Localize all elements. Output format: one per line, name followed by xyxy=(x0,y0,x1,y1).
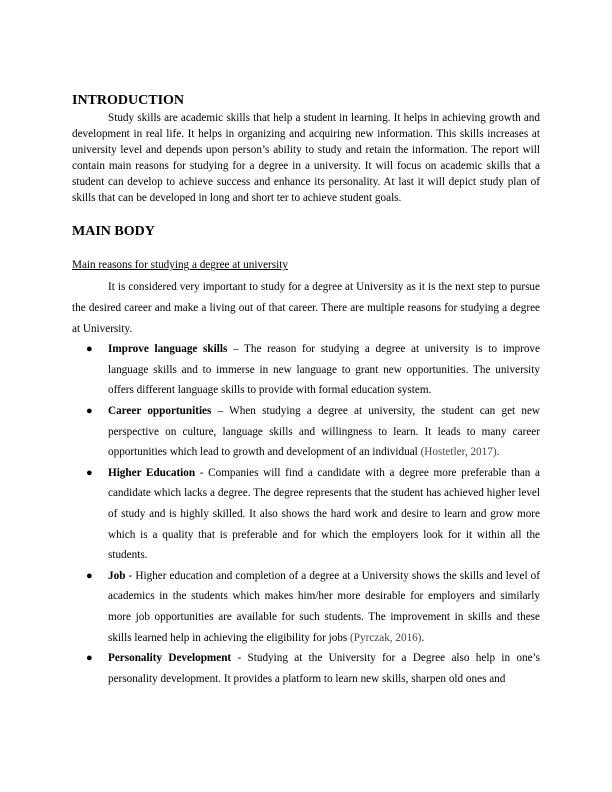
bullet-icon: ● xyxy=(86,652,93,665)
list-item xyxy=(72,463,540,566)
citation: (Hostetler, 2017) xyxy=(420,446,497,459)
reason-text: - Higher education and completion of a degree at a University shows the skills and level of academics in the students which makes him/her more desirable for employers and similarly more job opportunities are available for such students. The improvement in skills and these skills learned help in achieving the eligibility for jobs xyxy=(108,569,540,644)
reason-text: - Companies will find a candidate with a degree more preferable than a candidate which lacks a degree. The degree represents that the student has achieved higher level of study and is highly skilled. It also shows the hard work and desire to learn and grow more which is a quality that is preferable and for which the employers look for it within all the students. xyxy=(108,466,540,562)
main-body-heading: MAIN BODY xyxy=(72,224,155,240)
reasons-subheading: Main reasons for studying a degree at university xyxy=(72,259,288,272)
reason-text: - Studying at the University for a Degree also help in one’s personality development. It provides a platform to learn new skills, sharpen old ones and xyxy=(108,652,541,685)
reason-term: Career opportunities xyxy=(108,405,212,417)
reason-text: – When studying a degree at university, the student can get new perspective on culture, language skills and willingness to learn. It leads to many career opportunities which lead to growth and development of an individual xyxy=(108,405,540,459)
citation: (Pyrczak, 2016) xyxy=(350,631,422,644)
list-item xyxy=(72,401,540,463)
list-item xyxy=(72,648,540,689)
reason-term: Personality Development xyxy=(108,652,232,665)
page-content xyxy=(72,92,540,689)
bullet-icon: ● xyxy=(86,466,93,479)
reason-text: – The reason for studying a degree at university is to improve language skills and to immerse in new language to grant new opportunities. The university offers different language skills to provide with formal education system. xyxy=(108,343,540,397)
reason-term: Higher Education xyxy=(108,466,196,479)
list-item xyxy=(72,339,540,401)
reason-text-end: . xyxy=(421,631,425,644)
list-item xyxy=(72,566,540,648)
introduction-heading: INTRODUCTION xyxy=(72,93,185,108)
reason-text-end: . xyxy=(496,446,500,459)
reason-term: Improve language skills xyxy=(108,343,228,356)
bullet-icon: ● xyxy=(86,569,93,582)
introduction-paragraph: Study skills are academic skills that help a student in learning. It helps in achieving growth and development in real life. It helps in organizing and acquiring new information. This skills increases at university level and depends upon person’s ability to study and retain the information. The report will contain main reasons for studying for a degree in a university. It will focus on academic skills that a student can develop to achieve success and enhance its personality. At last it will depict study plan of skills that can be developed in long and short ter to achieve student goals. xyxy=(72,112,540,204)
bullet-icon: ● xyxy=(86,343,93,356)
reasons-intro-paragraph: It is considered very important to study for a degree at University as it is the next step to pursue the desired career and make a living out of that career. There are multiple reasons for studying a degree at University. xyxy=(72,281,540,335)
reasons-list xyxy=(72,339,540,689)
bullet-icon: ● xyxy=(86,405,93,417)
reason-term: Job xyxy=(108,569,126,582)
